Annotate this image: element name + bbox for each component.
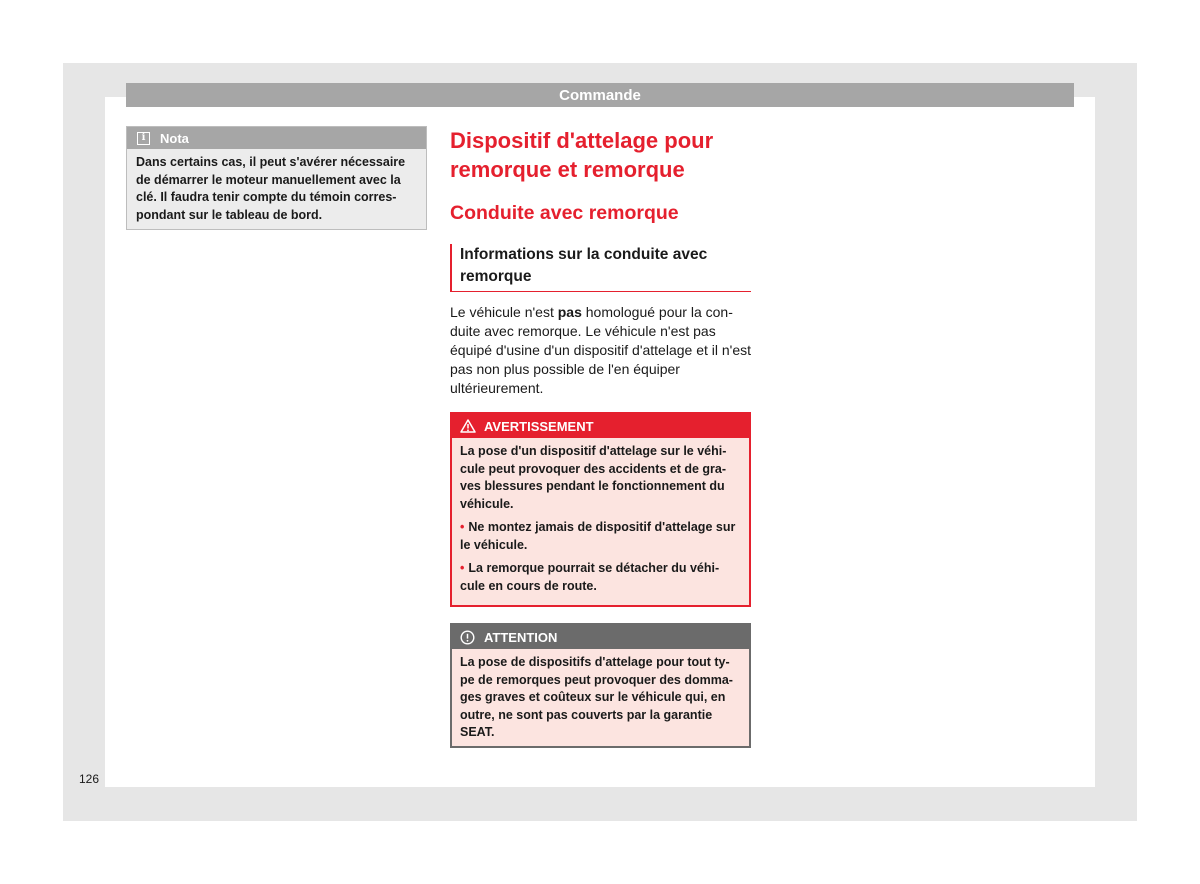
paragraph-emphasis: pas bbox=[557, 304, 582, 320]
info-icon: i bbox=[137, 132, 150, 145]
chapter-header: Commande bbox=[126, 83, 1074, 107]
bullet-icon: • bbox=[460, 561, 465, 575]
subheading: Informations sur la conduite avec remorque bbox=[450, 244, 751, 292]
warning-header bbox=[452, 414, 749, 438]
attention-header bbox=[452, 625, 749, 649]
warning-box bbox=[450, 412, 751, 607]
attention-label: ATTENTION bbox=[484, 629, 558, 645]
nota-header bbox=[127, 127, 426, 149]
nota-text: Dans certains cas, il peut s'avérer nécessaire de démarrer le moteur manuellement avec la clé. Il faudra tenir compte du témoin corres- pondant sur le tableau de bord. bbox=[136, 155, 406, 222]
warning-bullet bbox=[460, 519, 741, 554]
main-column bbox=[450, 126, 751, 748]
exclamation-circle-icon bbox=[460, 630, 475, 645]
body-paragraph bbox=[450, 303, 751, 398]
section-subtitle: Conduite avec remorque bbox=[450, 202, 679, 224]
paragraph-end: homologué pour la con- duite avec remorque. Le véhicule n'est pas équipé d'usine d'un dispositif d'attelage et il n'est pas non plus possible de l'en équiper ultérieurement. bbox=[450, 304, 752, 396]
bullet-icon: • bbox=[460, 520, 465, 534]
warning-intro: La pose d'un dispositif d'attelage sur le véhi- cule peut provoquer des accidents et de gra- ves blessures pendant le fonctionnement du véhicule. bbox=[460, 444, 727, 511]
paragraph-start: Le véhicule n'est bbox=[450, 304, 558, 320]
warning-triangle-icon bbox=[460, 419, 476, 433]
warning-body bbox=[452, 438, 749, 605]
nota-label: Nota bbox=[160, 130, 189, 146]
section-title: Dispositif d'attelage pour remorque et remorque bbox=[450, 128, 714, 182]
warning-bullet bbox=[460, 560, 741, 595]
attention-box bbox=[450, 623, 751, 748]
bullet-text: La remorque pourrait se détacher du véhi- cule en cours de route. bbox=[460, 561, 720, 593]
bullet-text: Ne montez jamais de dispositif d'attelage sur le véhicule. bbox=[460, 520, 736, 552]
warning-label: AVERTISSEMENT bbox=[484, 418, 594, 434]
attention-text: La pose de dispositifs d'attelage pour tout ty- pe de remorques peut provoquer des domma- ges graves et coûteux sur le véhicule qui, en outre, ne sont pas couverts par la garantie SEAT. bbox=[460, 655, 733, 739]
nota-box bbox=[126, 126, 427, 230]
page-number: 126 bbox=[79, 772, 100, 786]
